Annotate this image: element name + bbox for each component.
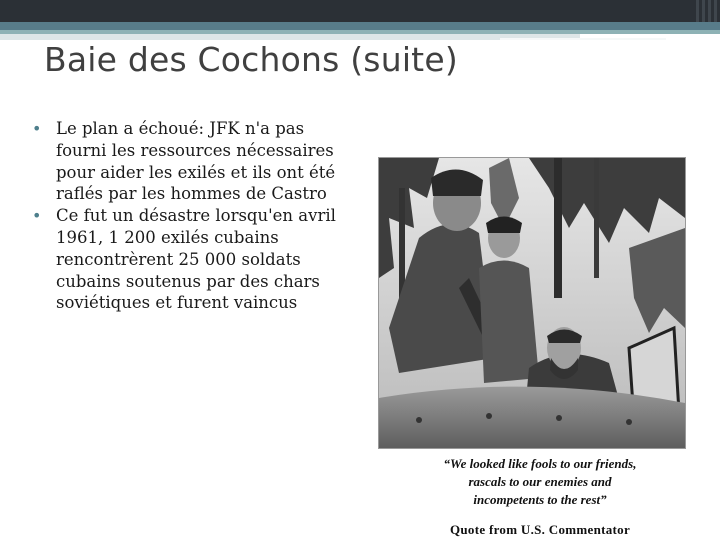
bullet-line: 1961, 1 200 exilés cubains xyxy=(56,227,279,247)
header-bar-dark xyxy=(0,0,720,22)
bullet-dot-icon: • xyxy=(32,119,42,138)
bullet-line: cubains soutenus par des chars xyxy=(56,271,320,291)
bullet-item xyxy=(32,205,362,314)
quote-attribution: Quote from U.S. Commentator xyxy=(449,522,631,537)
bullet-list xyxy=(32,118,362,314)
bullet-line: Ce fut un désastre lorsqu'en avril xyxy=(56,206,336,226)
bullet-line: Le plan a échoué: JFK n'a pas xyxy=(56,119,305,138)
header-corner-stripes xyxy=(696,0,720,22)
bullet-line: rencontrèrent 25 000 soldats xyxy=(56,249,301,269)
historical-photo xyxy=(378,157,686,449)
photo-quote xyxy=(400,455,680,509)
bullet-line: soviétiques et furent vaincus xyxy=(56,293,298,313)
bullet-line: pour aider les exilés et ils ont été xyxy=(56,162,336,182)
quote-line: incompetents to the rest” xyxy=(473,492,607,507)
bullet-item xyxy=(32,118,362,205)
bullet-dot-icon: • xyxy=(32,206,42,226)
bullet-line: fourni les ressources nécessaires xyxy=(56,140,334,160)
quote-line: “We looked like fools to our friends, xyxy=(443,456,637,471)
slide-title: Baie des Cochons (suite) xyxy=(44,40,458,79)
quote-line: rascals to our enemies and xyxy=(468,474,612,489)
bullet-line: raflés par les hommes de Castro xyxy=(56,184,327,204)
header-bar-steel xyxy=(0,22,720,30)
